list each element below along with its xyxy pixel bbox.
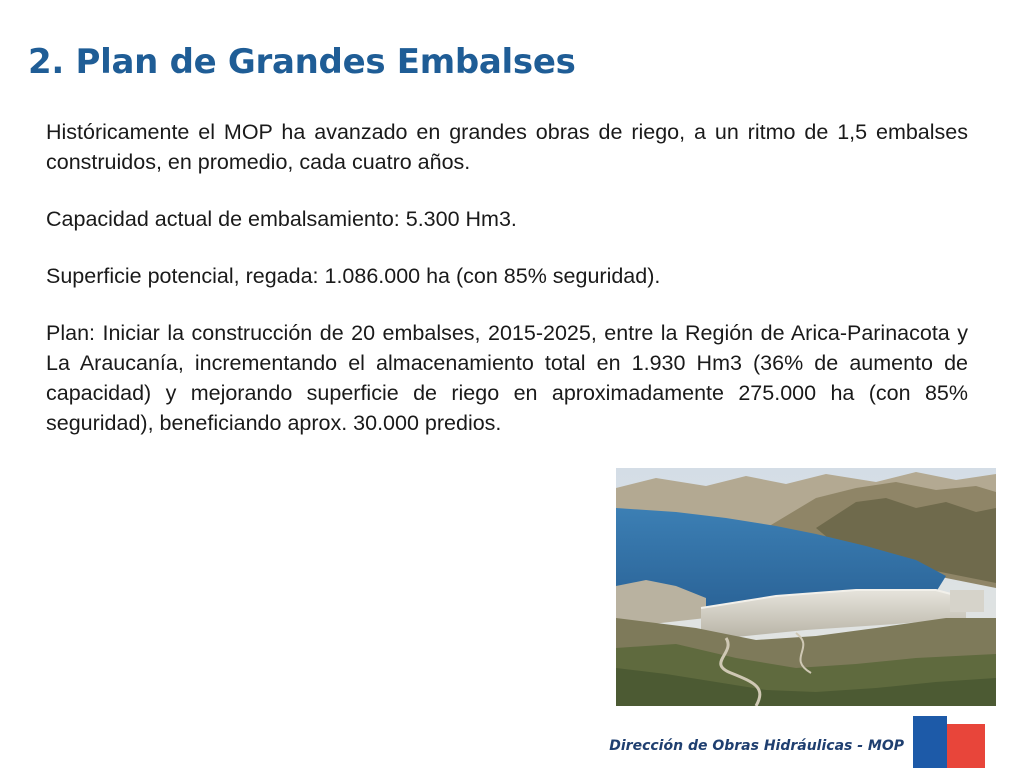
paragraph-history: Históricamente el MOP ha avanzado en grandes obras de riego, a un ritmo de 1,5 embalses construidos, en promedio, cada cuatro años. bbox=[46, 120, 968, 174]
logo-blue-block bbox=[913, 716, 947, 768]
paragraph-surface: Superficie potencial, regada: 1.086.000 ha (con 85% seguridad). bbox=[46, 264, 661, 288]
paragraph-capacity: Capacidad actual de embalsamiento: 5.300 Hm3. bbox=[46, 207, 517, 231]
reservoir-dam-illustration bbox=[616, 468, 996, 706]
footer-organization: Dirección de Obras Hidráulicas - MOP bbox=[609, 738, 904, 754]
paragraph-plan: Plan: Iniciar la construcción de 20 embalses, 2015-2025, entre la Región de Arica-Parinacota y La Araucanía, incrementando el almacenamiento total en 1.930 Hm3 (36% de aumento de capacidad) y mejorando superficie de riego en aproximadamente 275.000 ha (con 85% seguridad), beneficiando aprox. 30.000 predios. bbox=[46, 321, 968, 435]
slide-body bbox=[46, 117, 968, 438]
government-logo bbox=[913, 716, 985, 768]
logo-white-strip bbox=[947, 716, 985, 724]
slide-title: 2. Plan de Grandes Embalses bbox=[28, 42, 576, 82]
reservoir-dam-photo bbox=[616, 468, 996, 706]
